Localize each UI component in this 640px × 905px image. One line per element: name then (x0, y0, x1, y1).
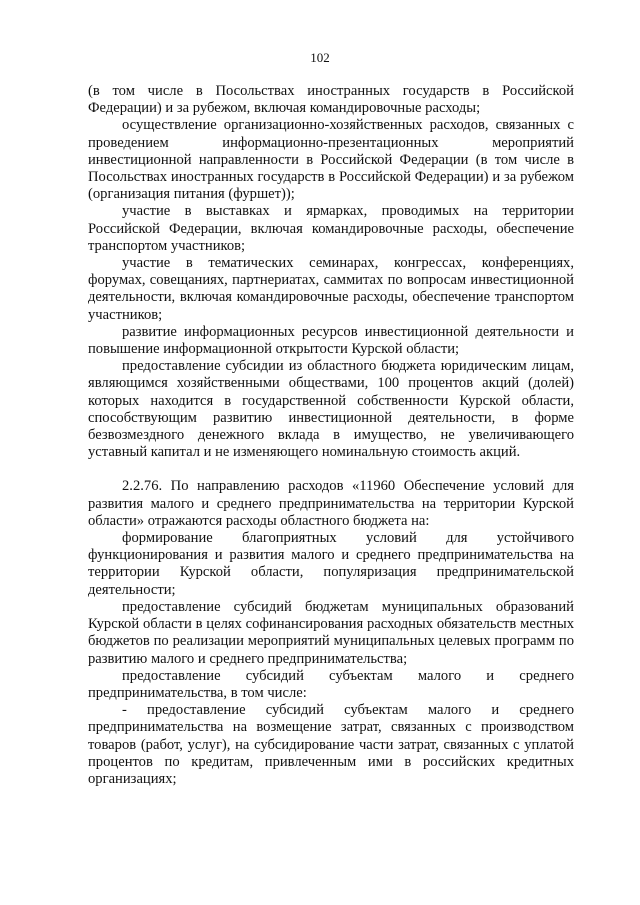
paragraph-sme-subsidies: предоставление субсидий субъектам малого и среднего предпринимательства, в том числе: (88, 667, 574, 701)
paragraph-subsidy-legal-entities: предоставление субсидии из областного бюджета юридическим лицам, являющимся хозяйственными обществами, 100 процентов акций (долей) которых находится в государственной собственности Курской области, способствующим развитию инвестиционной деятельности, в форме безвозмездного денежного вклада в имущество, не увеличивающего уставный капитал и не изменяющего номинальную стоимость акций. (88, 358, 574, 461)
paragraph-embassies-continuation: (в том числе в Посольствах иностранных государств в Российской Федерации) и за рубежом, включая командировочные расходы; (88, 83, 574, 117)
paragraph-exhibitions: участие в выставках и ярмарках, проводимых на территории Российской Федерации, включая командировочные расходы, обеспечение транспортом участников; (88, 203, 574, 254)
document-body (88, 83, 574, 788)
section-heading-2-2-76: 2.2.76. По направлению расходов «11960 Обеспечение условий для развития малого и среднего предпринимательства на территории Курской области» отражаются расходы областного бюджета на: (88, 478, 574, 529)
paragraph-favorable-conditions: формирование благоприятных условий для устойчивого функционирования и развития малого и среднего предпринимательства на территории Курской области, популяризация предпринимательской деятельности; (88, 530, 574, 598)
paragraph-seminars: участие в тематических семинарах, конгрессах, конференциях, форумах, совещаниях, партнериатах, саммитах по вопросам инвестиционной деятельности, включая командировочные расходы, обеспечение транспортом участников; (88, 255, 574, 323)
paragraph-municipal-subsidies: предоставление субсидий бюджетам муниципальных образований Курской области в целях софинансирования расходных обязательств местных бюджетов по реализации мероприятий муниципальных целевых программ по развитию малого и среднего предпринимательства; (88, 598, 574, 667)
page-number: 102 (310, 50, 330, 65)
list-item-cost-reimbursement: - предоставление субсидий субъектам малого и среднего предпринимательства на возмещение затрат, связанных с производством товаров (работ, услуг), на субсидирование части затрат, связанных с уплатой процентов по кредитам, привлеченным ими в российских кредитных организациях; (88, 702, 574, 787)
paragraph-information-resources: развитие информационных ресурсов инвестиционной деятельности и повышение информационной открытости Курской области; (88, 323, 574, 358)
paragraph-organizational-expenses: осуществление организационно-хозяйственных расходов, связанных с проведением информационно-презентационных мероприятий инвестиционной направленности в Российской Федерации (в том числе в Посольствах иностранных государств в Российской Федерации) и за рубежом (организация питания (фуршет)); (88, 117, 574, 203)
